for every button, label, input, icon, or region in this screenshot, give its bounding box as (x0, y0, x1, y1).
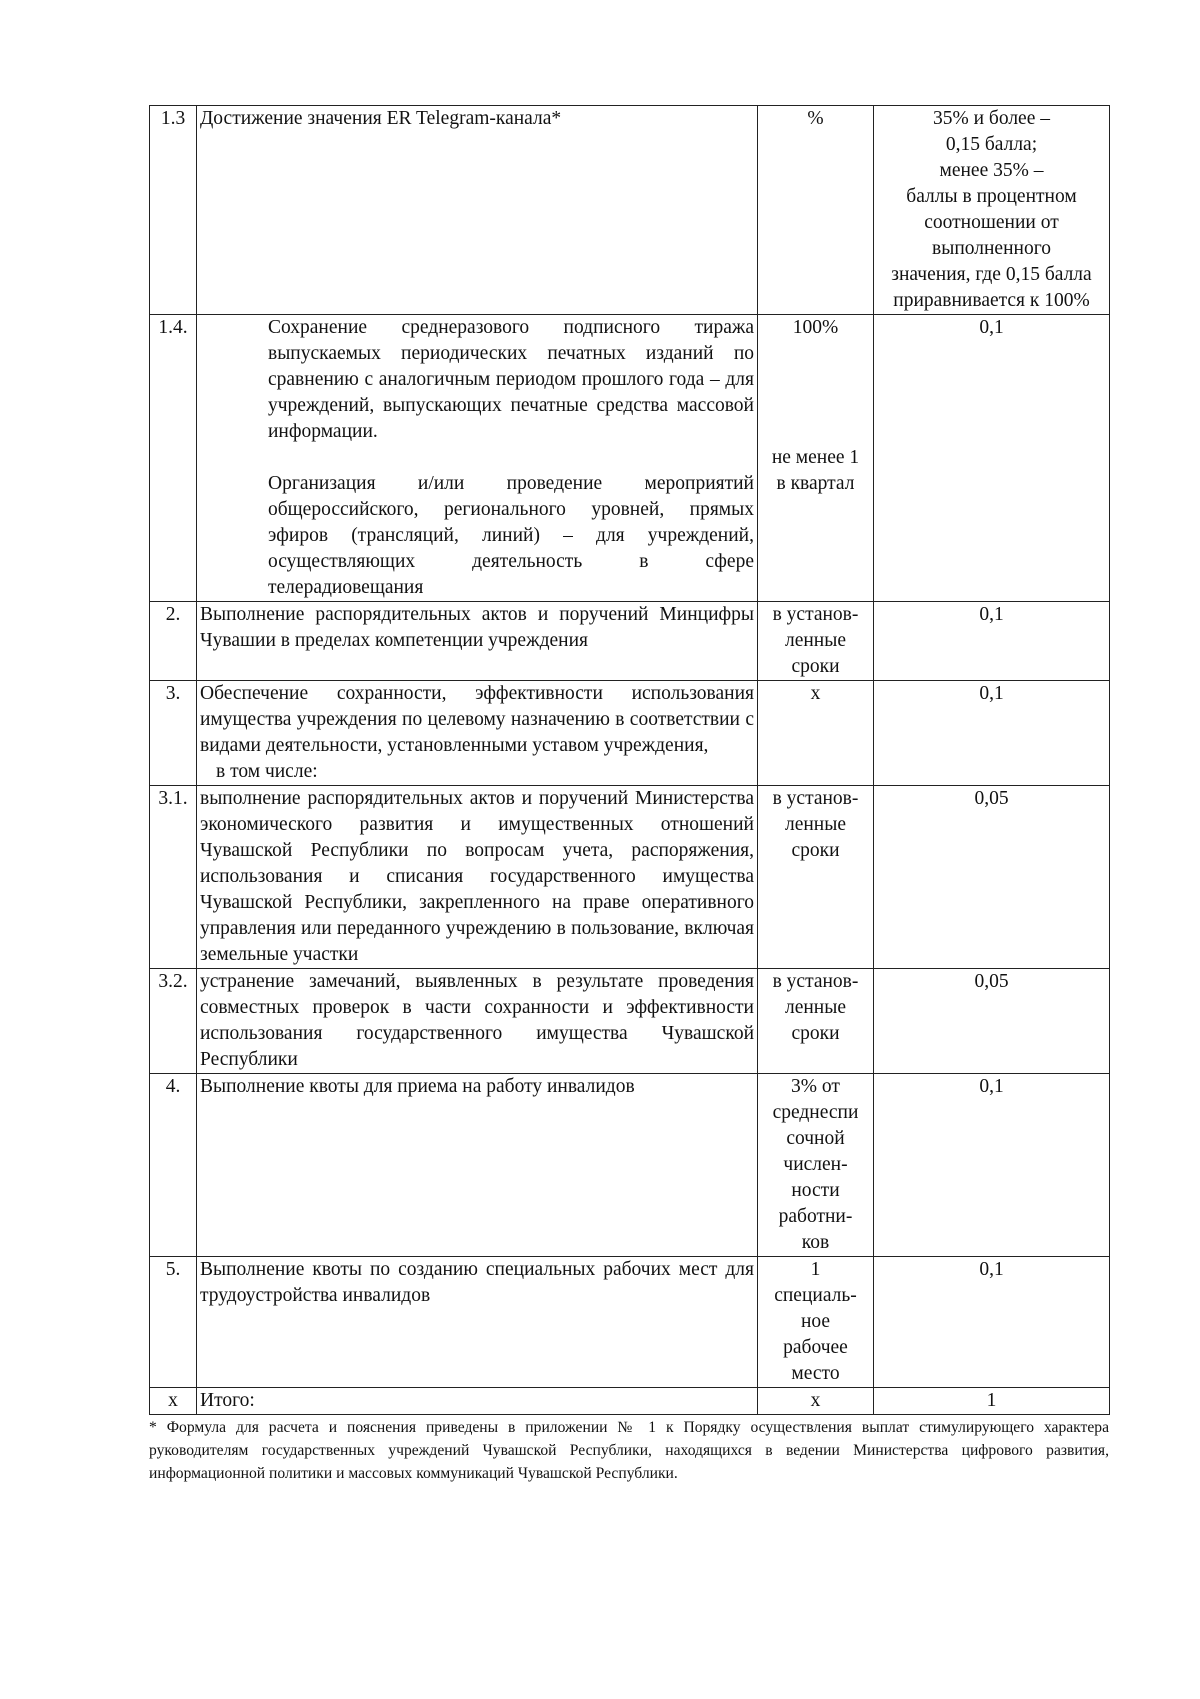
unit-line: числен- (783, 1154, 848, 1175)
total-label: Итого: (197, 1388, 758, 1415)
unit-line: ленные (784, 997, 846, 1018)
unit-line: сочной (786, 1128, 845, 1149)
unit-line: в установ- (772, 971, 859, 992)
criteria-table (149, 105, 1110, 1415)
score-line: менее 35% – (939, 160, 1044, 181)
unit-line: 100% (792, 317, 839, 338)
unit-line: специаль- (774, 1285, 857, 1306)
unit-line: ности (791, 1180, 840, 1201)
row-number: 3.2. (150, 969, 197, 1074)
criterion-unit (758, 602, 874, 681)
score-line: выполненного (932, 238, 1051, 259)
score-line: значения, где 0,15 балла (891, 264, 1092, 285)
row-number: х (150, 1388, 197, 1415)
criterion-name: Достижение значения ER Telegram-канала* (197, 106, 758, 315)
row-number: 1.3 (150, 106, 197, 315)
criterion-name: Выполнение квоты по созданию специальных рабочих мест для трудоустройства инвалидов (197, 1257, 758, 1388)
score-line: 0,15 балла; (945, 134, 1038, 155)
criterion-name-part: Обеспечение сохранности, эффективности использования имущества учреждения по целевому назначению в соответствии с видами деятельности, установленными уставом учреждения, (200, 683, 754, 756)
criterion-unit (758, 786, 874, 969)
table-row (150, 315, 1110, 602)
table-row (150, 786, 1110, 969)
unit-line: сроки (791, 1023, 840, 1044)
unit-line: место (791, 1363, 840, 1384)
document-page (149, 105, 1109, 1485)
table-row-total (150, 1388, 1110, 1415)
criterion-name (197, 315, 758, 602)
total-score: 1 (874, 1388, 1110, 1415)
criterion-score: 0,05 (874, 786, 1110, 969)
criterion-score: 0,05 (874, 969, 1110, 1074)
criterion-score: 0,1 (874, 681, 1110, 786)
unit-line: 3% от (791, 1076, 840, 1097)
unit-line: ное (800, 1311, 831, 1332)
unit-line: среднеспи (772, 1102, 859, 1123)
criterion-score: 0,1 (874, 1074, 1110, 1257)
criterion-unit: х (758, 1388, 874, 1415)
unit-line: в квартал (776, 473, 855, 494)
criterion-unit (758, 315, 874, 602)
criterion-score (874, 106, 1110, 315)
criterion-score: 0,1 (874, 1257, 1110, 1388)
row-number: 3. (150, 681, 197, 786)
criterion-name (197, 681, 758, 786)
unit-line: сроки (791, 656, 840, 677)
criterion-name-part: Организация и/или проведение мероприятий общероссийского, регионального уровней, прямых эфиров (трансляций, линий) – для учреждений, осуществляющих деятельность в сфере телерадиовещания (268, 473, 754, 598)
criterion-name: Выполнение квоты для приема на работу инвалидов (197, 1074, 758, 1257)
table-row (150, 1074, 1110, 1257)
score-line: соотношении от (924, 212, 1059, 233)
unit-line: сроки (791, 840, 840, 861)
criterion-score: 0,1 (874, 602, 1110, 681)
criterion-unit (758, 969, 874, 1074)
unit-line: в установ- (772, 604, 859, 625)
row-number: 2. (150, 602, 197, 681)
unit-line: 1 (810, 1259, 821, 1280)
score-line: баллы в процентном (906, 186, 1077, 207)
row-number: 4. (150, 1074, 197, 1257)
footnote: * Формула для расчета и пояснения приведены в приложении № 1 к Порядку осуществления выплат стимулирующего характера руководителям государственных учреждений Чувашской Республики, находящихся в ведении Министерства цифрового развития, информационной политики и массовых коммуникаций Чувашской Республики. (149, 1419, 1109, 1482)
table-row (150, 1257, 1110, 1388)
unit-line: в установ- (772, 788, 859, 809)
criterion-name: выполнение распорядительных актов и поручений Министерства экономического развития и имущественных отношений Чувашской Республики по вопросам учета, распоряжения, использования и списания государственного имущества Чувашской Республики, закрепленного на праве оперативного управления или переданного учреждению в пользование, включая земельные участки (197, 786, 758, 969)
unit-line: ленные (784, 630, 846, 651)
unit-line: ков (801, 1232, 830, 1253)
table-row (150, 969, 1110, 1074)
criterion-unit (758, 1074, 874, 1257)
row-number: 5. (150, 1257, 197, 1388)
table-row (150, 681, 1110, 786)
criterion-unit: % (758, 106, 874, 315)
criterion-unit (758, 1257, 874, 1388)
unit-line: работни- (778, 1206, 853, 1227)
unit-line: рабочее (783, 1337, 848, 1358)
criterion-score: 0,1 (874, 315, 1110, 602)
criterion-name: устранение замечаний, выявленных в результате проведения совместных проверок в части сохранности и эффективности использования государственного имущества Чувашской Республики (197, 969, 758, 1074)
row-number: 3.1. (150, 786, 197, 969)
criterion-name-part: Сохранение среднеразового подписного тиража выпускаемых периодических печатных изданий по сравнению с аналогичным периодом прошлого года – для учреждений, выпускающих печатные средства массовой информации. (268, 317, 754, 442)
table-row (150, 602, 1110, 681)
score-line: приравнивается к 100% (893, 290, 1090, 311)
unit-line: не менее 1 (771, 447, 860, 468)
criterion-unit: х (758, 681, 874, 786)
unit-line: ленные (784, 814, 846, 835)
criterion-name-sub: в том числе: (216, 761, 318, 782)
score-line: 35% и более – (932, 108, 1050, 129)
criterion-name: Выполнение распорядительных актов и поручений Минцифры Чувашии в пределах компетенции учреждения (197, 602, 758, 681)
row-number: 1.4. (150, 315, 197, 602)
table-row (150, 106, 1110, 315)
